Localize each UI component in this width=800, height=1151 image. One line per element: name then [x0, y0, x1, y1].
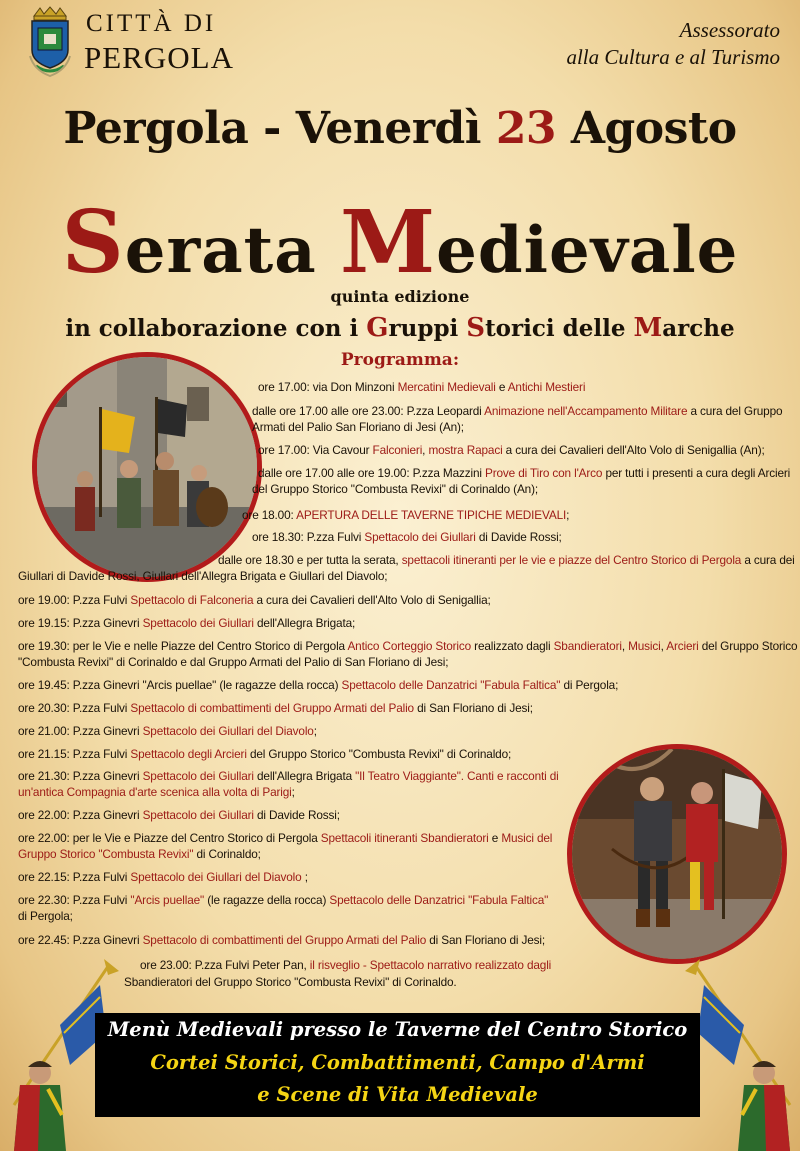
- program-highlight: Musici del: [501, 831, 553, 845]
- program-text: ,: [621, 639, 629, 653]
- program-text: ,: [660, 639, 667, 653]
- program-highlight: Spettacolo di Falconeria: [130, 593, 254, 607]
- program-entry: [18, 569, 387, 585]
- program-text: a cura dei Cavalieri dell'Alto Volo di Senigallia;: [253, 593, 491, 607]
- program-entry: [18, 616, 355, 632]
- program-highlight: Spettacolo dei Giullari: [364, 530, 476, 544]
- program-highlight: Animazione nell'Accampamento Militare: [484, 404, 688, 418]
- program-text: dell'Allegra Brigata;: [253, 616, 356, 630]
- program-text: dalle ore 17.00 alle ore 19.00: P.zza Mazzini: [258, 466, 485, 480]
- program-text: del Gruppo Storico: [698, 639, 798, 653]
- program-text: ore 21.30: P.zza Ginevri: [18, 769, 143, 783]
- program-text: di Corinaldo;: [193, 847, 261, 861]
- program-highlight: il risveglio - Spettacolo narrativo realizzato dagli: [309, 958, 552, 972]
- program-highlight: "Il Teatro Viaggiante". Canti e racconti di: [355, 769, 559, 783]
- program-entry: [18, 639, 797, 655]
- program-highlight: Spettacolo dei Giullari del Diavolo: [142, 724, 314, 738]
- program-text: ore 17.00: Via Cavour: [258, 443, 373, 457]
- event-date: [0, 103, 800, 154]
- event-title: [0, 192, 800, 293]
- program-text: di Davide Rossi;: [253, 808, 340, 822]
- program-text: di Davide Rossi;: [475, 530, 562, 544]
- collaboration-line: [0, 313, 800, 343]
- collab-word-3: arche: [662, 315, 735, 342]
- date-month: Agosto: [570, 103, 737, 154]
- program-highlight: Spettacolo dei Giullari: [142, 769, 254, 783]
- program-entry: [18, 808, 340, 824]
- program-highlight: Spettacolo delle Danzatrici "Fabula Faltica": [329, 893, 549, 907]
- program-text: ore 19.15: P.zza Ginevri: [18, 616, 143, 630]
- program-entry: [124, 975, 457, 991]
- program-highlight: Spettacolo dei Giullari: [142, 808, 254, 822]
- program-highlight: Antico Corteggio Storico: [347, 639, 472, 653]
- program-highlight: Prove di Tiro con l'Arco: [485, 466, 603, 480]
- program-text: ore 18.30: P.zza Fulvi: [252, 530, 365, 544]
- program-entry: [18, 747, 511, 763]
- edition-label: quinta edizione: [330, 287, 470, 306]
- program-text: dell'Allegra Brigata: [253, 769, 356, 783]
- program-text: di San Floriano di Jesi;: [426, 933, 545, 947]
- program-highlight: Sbandieratori: [553, 639, 622, 653]
- program-text: a cura del Gruppo: [687, 404, 783, 418]
- program-text: ;: [313, 724, 317, 738]
- program-highlight: Spettacolo delle Danzatrici "Fabula Faltica": [341, 678, 561, 692]
- program-entry: [252, 482, 538, 498]
- program-text: ore 22.45: P.zza Ginevri: [18, 933, 143, 947]
- program-text: ore 22.00: P.zza Ginevri: [18, 808, 143, 822]
- program-text: dalle ore 18.30 e per tutta la serata,: [218, 553, 402, 567]
- program-text: ore 19.45: P.zza Ginevri "Arcis puellae" (le ragazze della rocca): [18, 678, 342, 692]
- program-text: ore 22.15: P.zza Fulvi: [18, 870, 131, 884]
- program-entry: [258, 466, 790, 482]
- assessorato-label: [470, 17, 780, 71]
- program-entry: [18, 678, 618, 694]
- assessorato-line1: Assessorato: [679, 18, 780, 42]
- program-entry: [140, 958, 551, 974]
- program-highlight: Spettacolo dei Giullari: [142, 616, 254, 630]
- program-text: ;: [566, 508, 570, 522]
- program-text: ;: [291, 785, 295, 799]
- program-entry: [18, 893, 548, 909]
- program-text: ore 23.00: P.zza Fulvi Peter Pan,: [140, 958, 310, 972]
- program-text: a cura dei Cavalieri dell'Alto Volo di Senigallia (An);: [502, 443, 765, 457]
- program-highlight: un'antica Compagnia d'arte scenica alla volta di Parigi: [18, 785, 292, 799]
- collab-text: in collaborazione con i: [65, 315, 359, 342]
- program-text: ore 19.30: per le Vie e nelle Piazze del Centro Storico di Pergola: [18, 639, 348, 653]
- program-entry: [18, 593, 491, 609]
- collab-word-1: ruppi: [388, 315, 459, 342]
- program-entry: [242, 508, 569, 524]
- program-text: "Combusta Revixi" di Corinaldo e dal Gruppo Armati del Palio di San Floriano di Jesi;: [18, 655, 449, 669]
- program-entry: [18, 724, 317, 740]
- collab-word-2: torici delle: [485, 315, 626, 342]
- program-heading: Programma:: [340, 350, 460, 370]
- program-entry: [18, 785, 295, 801]
- program-highlight: Mercatini Medievali: [397, 380, 496, 394]
- program-entry: [18, 870, 308, 886]
- program-entry: [218, 553, 795, 569]
- title-word-1: erata: [124, 213, 317, 288]
- date-prefix: Pergola - Venerdì: [63, 103, 481, 154]
- program-text: per tutti i presenti a cura degli Arcieri: [602, 466, 791, 480]
- program-highlight: Spettacoli itineranti Sbandieratori: [320, 831, 489, 845]
- program-highlight: APERTURA DELLE TAVERNE TIPICHE MEDIEVALI: [296, 508, 567, 522]
- program-text: a cura dei: [741, 553, 795, 567]
- program-entry: [18, 769, 559, 785]
- program-text: ore 20.30: P.zza Fulvi: [18, 701, 131, 715]
- program-text: realizzato dagli: [471, 639, 554, 653]
- program-entry: [252, 420, 464, 436]
- city-prefix: CITTÀ DI: [86, 10, 217, 37]
- program-text: ore 19.00: P.zza Fulvi: [18, 593, 131, 607]
- program-text: del Gruppo Storico "Combusta Revixi" di Corinaldo (An);: [252, 482, 538, 496]
- title-initial-m: M: [339, 192, 437, 293]
- program-entry: [258, 380, 585, 396]
- program-text: ore 21.15: P.zza Fulvi: [18, 747, 131, 761]
- program-entry: [18, 831, 552, 847]
- program-entry: [252, 530, 562, 546]
- program-text: ore 22.30: P.zza Fulvi: [18, 893, 131, 907]
- banner-line-3: e Scene di Vita Medievale: [257, 1083, 538, 1106]
- program-highlight: Spettacolo di combattimenti del Gruppo Armati del Palio: [142, 933, 427, 947]
- program-text: del Gruppo Storico "Combusta Revixi" di Corinaldo;: [246, 747, 512, 761]
- program-text: ,: [422, 443, 429, 457]
- program-highlight: Spettacolo degli Arcieri: [130, 747, 247, 761]
- program-entry: [258, 443, 765, 459]
- program-text: ore 22.00: per le Vie e Piazze del Centro Storico di Pergola: [18, 831, 321, 845]
- program-text: ore 21.00: P.zza Ginevri: [18, 724, 143, 738]
- date-day: 23: [495, 103, 557, 154]
- program-text: (le ragazze della rocca): [204, 893, 330, 907]
- program-highlight: Gruppo Storico "Combusta Revixi": [18, 847, 194, 861]
- program-text: ;: [301, 870, 308, 884]
- program-highlight: Musici: [628, 639, 661, 653]
- program-entry: [18, 655, 448, 671]
- costumed-performers-photo: [567, 744, 787, 964]
- program-text: Giullari di Davide Rossi, Giullari dell'Allegra Brigata e Giullari del Diavolo;: [18, 569, 388, 583]
- city-crest-icon: [26, 6, 74, 80]
- program-highlight: mostra Rapaci: [428, 443, 503, 457]
- program-entry: [252, 404, 782, 420]
- program-text: di San Floriano di Jesi;: [413, 701, 533, 715]
- program-highlight: Spettacolo di combattimenti del Gruppo Armati del Palio: [130, 701, 414, 715]
- program-text: di Pergola;: [18, 909, 73, 923]
- city-name: PERGOLA: [84, 40, 234, 75]
- title-initial-s: S: [61, 192, 125, 293]
- program-text: Armati del Palio San Floriano di Jesi (An);: [252, 420, 464, 434]
- program-highlight: Falconieri: [372, 443, 423, 457]
- medieval-parade-photo: [32, 352, 262, 582]
- collab-initial-m: M: [633, 313, 663, 343]
- program-entry: [18, 701, 533, 717]
- program-text: e: [495, 380, 508, 394]
- banner-line-1: Menù Medievali presso le Taverne del Centro Storico: [107, 1018, 688, 1041]
- collab-initial-s: S: [466, 313, 486, 343]
- assessorato-line2: alla Cultura e al Turismo: [566, 45, 780, 69]
- collab-initial-g: G: [366, 313, 389, 343]
- program-highlight: Spettacolo dei Giullari del Diavolo: [130, 870, 302, 884]
- program-highlight: Arcieri: [666, 639, 699, 653]
- taverns-banner: [95, 1013, 700, 1117]
- program-entry: [18, 909, 73, 925]
- program-highlight: spettacoli itineranti per le vie e piazze del Centro Storico di Pergola: [401, 553, 742, 567]
- program-text: ore 17.00: via Don Minzoni: [258, 380, 398, 394]
- program-highlight: "Arcis puellae": [130, 893, 205, 907]
- program-highlight: Antichi Mestieri: [507, 380, 586, 394]
- banner-line-2: Cortei Storici, Combattimenti, Campo d'Armi: [150, 1051, 645, 1074]
- program-text: ore 18.00:: [242, 508, 297, 522]
- program-text: dalle ore 17.00 alle ore 23.00: P.zza Leopardi: [252, 404, 485, 418]
- title-word-2: edievale: [436, 213, 739, 288]
- program-text: di Pergola;: [560, 678, 619, 692]
- program-entry: [18, 933, 545, 949]
- program-entry: [18, 847, 261, 863]
- program-text: Sbandieratori del Gruppo Storico "Combusta Revixi" di Corinaldo.: [124, 975, 457, 989]
- program-text: e: [488, 831, 502, 845]
